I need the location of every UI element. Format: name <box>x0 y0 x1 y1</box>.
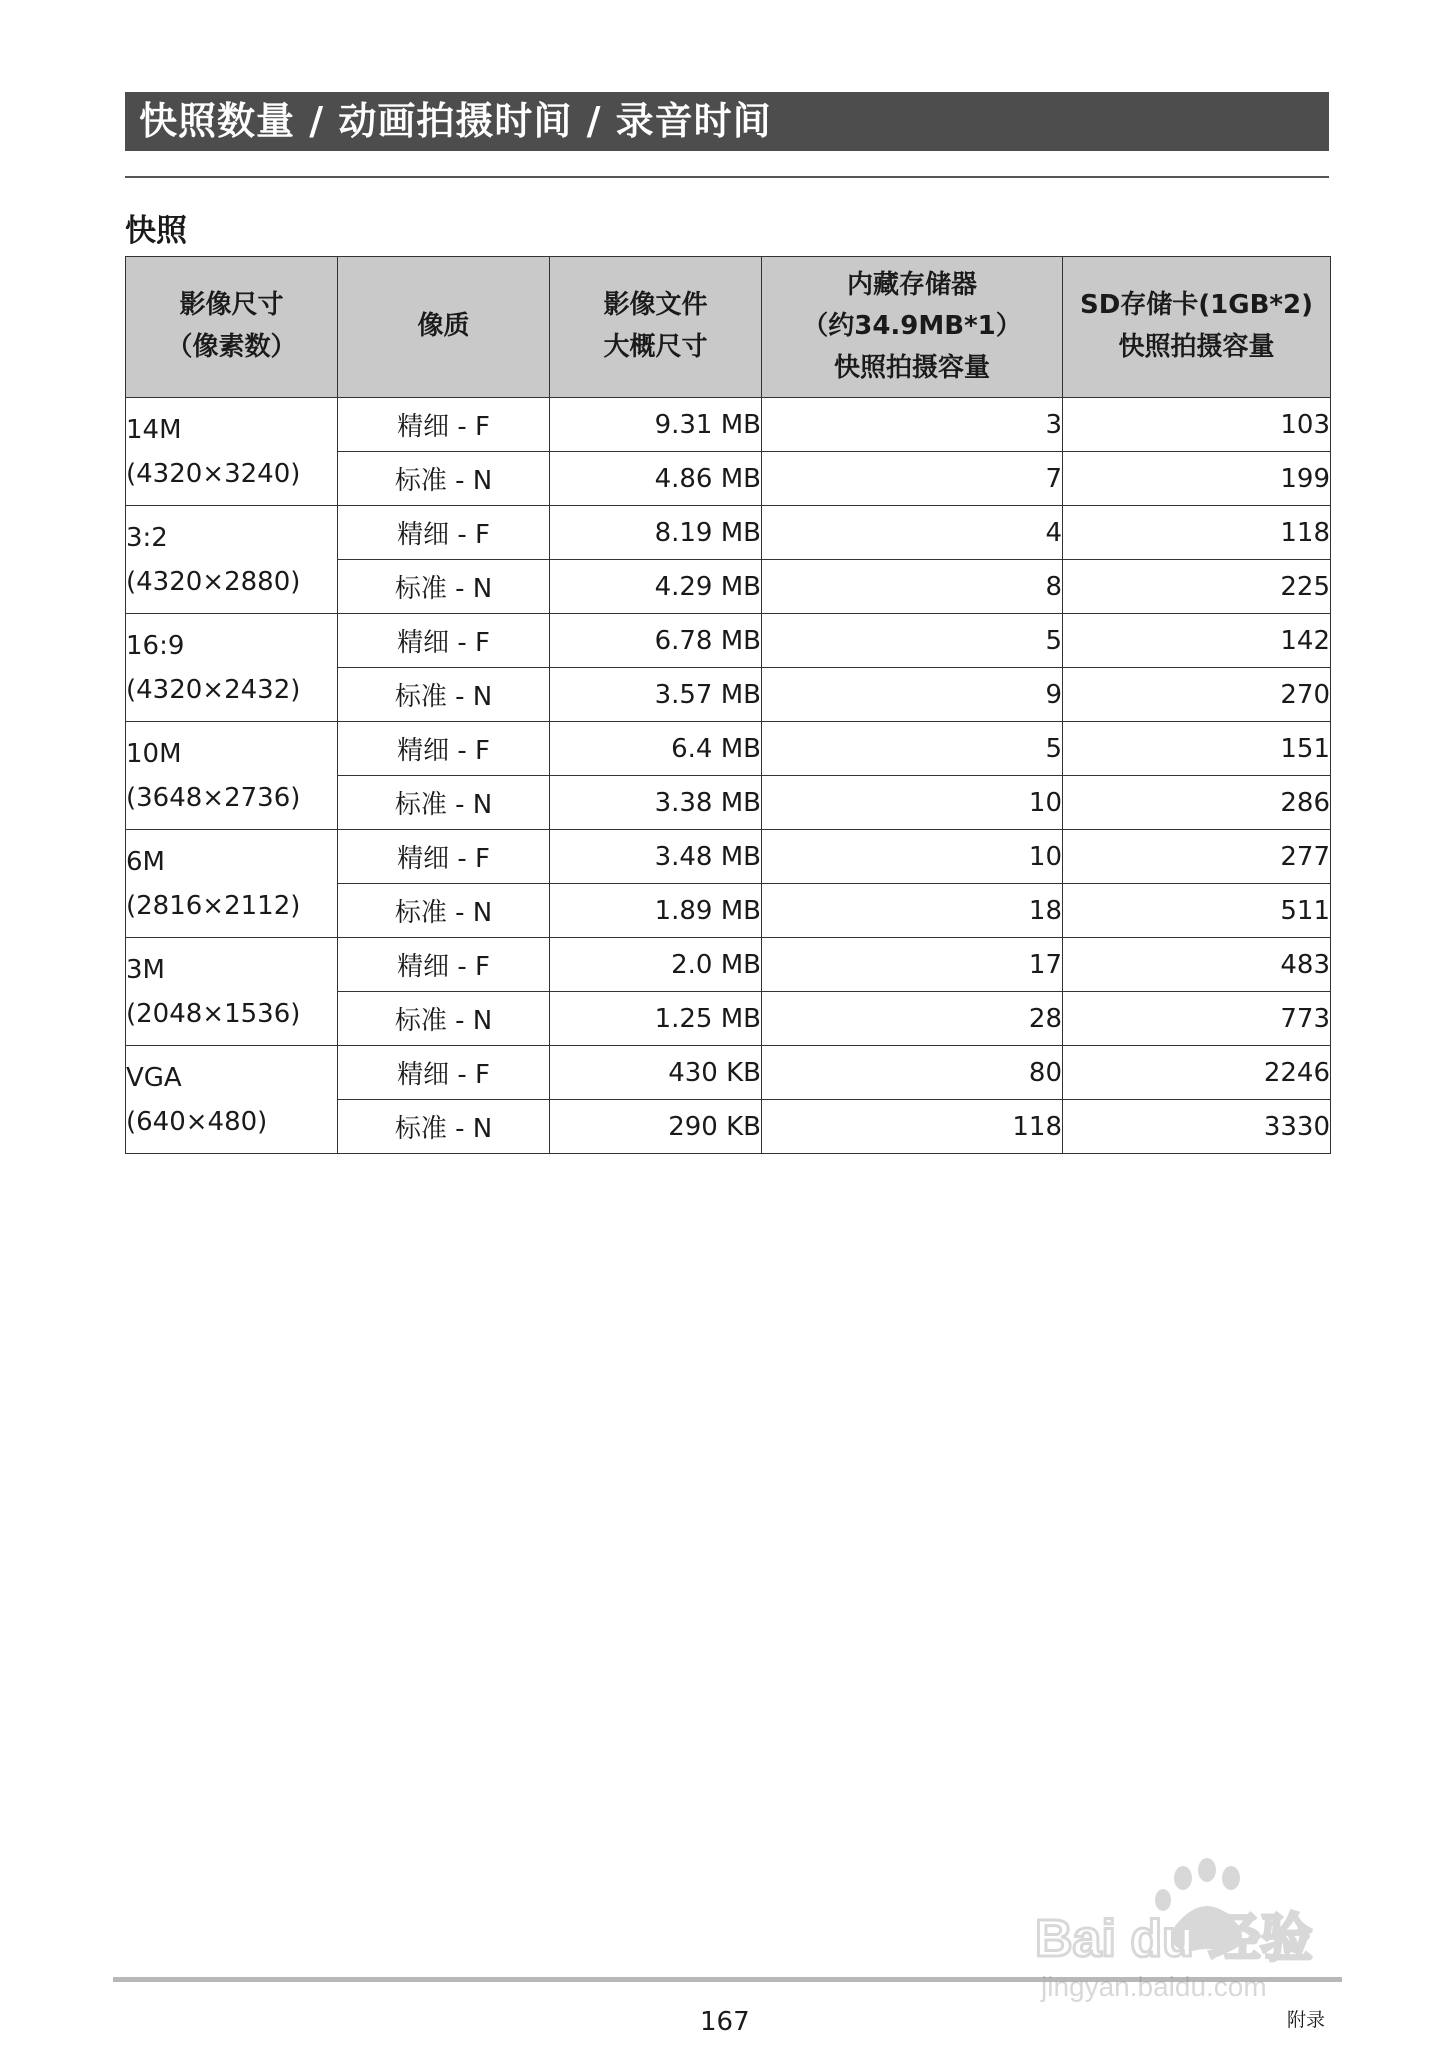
image-size-label: 3M <box>126 954 165 985</box>
quality-cell: 精细 - F <box>338 506 550 560</box>
sd-capacity-cell: 483 <box>1063 938 1331 992</box>
table-row <box>126 1046 1331 1100</box>
pixel-count-label: (4320×2880) <box>126 566 301 597</box>
title-divider <box>125 176 1329 178</box>
pixel-count-label: (4320×3240) <box>126 458 301 489</box>
file-size-cell: 6.4 MB <box>550 722 762 776</box>
internal-capacity-cell: 118 <box>762 1100 1063 1154</box>
watermark-brand: Bai du 经验 <box>1035 1910 1313 1968</box>
internal-capacity-cell: 10 <box>762 776 1063 830</box>
quality-cell: 标准 - N <box>338 992 550 1046</box>
file-size-cell: 3.38 MB <box>550 776 762 830</box>
image-size-label: 14M <box>126 414 182 445</box>
table-row <box>126 614 1331 668</box>
quality-cell: 标准 - N <box>338 776 550 830</box>
sd-capacity-cell: 151 <box>1063 722 1331 776</box>
internal-capacity-cell: 5 <box>762 722 1063 776</box>
internal-capacity-cell: 18 <box>762 884 1063 938</box>
header-image-size: 影像尺寸 （像素数） <box>126 257 338 398</box>
internal-capacity-cell: 4 <box>762 506 1063 560</box>
pixel-count-label: (2048×1536) <box>126 998 301 1029</box>
sd-capacity-cell: 142 <box>1063 614 1331 668</box>
quality-cell: 精细 - F <box>338 938 550 992</box>
file-size-cell: 290 KB <box>550 1100 762 1154</box>
snapshot-capacity-table <box>125 256 1331 1154</box>
sd-capacity-cell: 225 <box>1063 560 1331 614</box>
sd-capacity-cell: 773 <box>1063 992 1331 1046</box>
quality-cell: 精细 - F <box>338 830 550 884</box>
pixel-count-label: (3648×2736) <box>126 782 301 813</box>
internal-capacity-cell: 5 <box>762 614 1063 668</box>
header-internal-memory: 内藏存储器 （约34.9MB*1） 快照拍摄容量 <box>762 257 1063 398</box>
table-row <box>126 938 1331 992</box>
internal-capacity-cell: 7 <box>762 452 1063 506</box>
section-title: 快照 <box>125 213 187 249</box>
internal-capacity-cell: 17 <box>762 938 1063 992</box>
pixel-count-label: (640×480) <box>126 1106 268 1137</box>
file-size-cell: 2.0 MB <box>550 938 762 992</box>
image-size-cell <box>126 938 338 1046</box>
image-size-cell <box>126 398 338 506</box>
internal-capacity-cell: 28 <box>762 992 1063 1046</box>
internal-capacity-cell: 8 <box>762 560 1063 614</box>
file-size-cell: 1.89 MB <box>550 884 762 938</box>
file-size-cell: 8.19 MB <box>550 506 762 560</box>
image-size-label: 3:2 <box>126 522 168 553</box>
quality-cell: 标准 - N <box>338 668 550 722</box>
table-row <box>126 398 1331 452</box>
header-sd-card: SD存储卡(1GB*2) 快照拍摄容量 <box>1063 257 1331 398</box>
image-size-cell <box>126 614 338 722</box>
sd-capacity-cell: 270 <box>1063 668 1331 722</box>
sd-capacity-cell: 199 <box>1063 452 1331 506</box>
file-size-cell: 4.86 MB <box>550 452 762 506</box>
section-label: 附录 <box>1287 2009 1326 2031</box>
internal-capacity-cell: 3 <box>762 398 1063 452</box>
sd-capacity-cell: 286 <box>1063 776 1331 830</box>
sd-capacity-cell: 3330 <box>1063 1100 1331 1154</box>
image-size-cell <box>126 1046 338 1154</box>
header-quality: 像质 <box>338 257 550 398</box>
image-size-cell <box>126 722 338 830</box>
page-title-bar <box>125 92 1329 151</box>
sd-capacity-cell: 103 <box>1063 398 1331 452</box>
internal-capacity-cell: 80 <box>762 1046 1063 1100</box>
page-number: 167 <box>700 2007 750 2037</box>
image-size-label: 16:9 <box>126 630 185 661</box>
internal-capacity-cell: 9 <box>762 668 1063 722</box>
table-header-row <box>126 257 1331 398</box>
page-title: 快照数量 / 动画拍摄时间 / 录音时间 <box>139 99 772 143</box>
pixel-count-label: (4320×2432) <box>126 674 301 705</box>
internal-capacity-cell: 10 <box>762 830 1063 884</box>
image-size-label: VGA <box>126 1062 182 1093</box>
quality-cell: 精细 - F <box>338 614 550 668</box>
header-file-size: 影像文件 大概尺寸 <box>550 257 762 398</box>
table-body <box>126 398 1331 1154</box>
file-size-cell: 3.48 MB <box>550 830 762 884</box>
file-size-cell: 6.78 MB <box>550 614 762 668</box>
table-row <box>126 830 1331 884</box>
table-row <box>126 506 1331 560</box>
sd-capacity-cell: 2246 <box>1063 1046 1331 1100</box>
table-row <box>126 722 1331 776</box>
quality-cell: 精细 - F <box>338 1046 550 1100</box>
watermark-url: jingyan.baidu.com <box>1041 1971 1267 2002</box>
quality-cell: 精细 - F <box>338 398 550 452</box>
quality-cell: 标准 - N <box>338 452 550 506</box>
image-size-cell <box>126 830 338 938</box>
image-size-label: 10M <box>126 738 182 769</box>
pixel-count-label: (2816×2112) <box>126 890 301 921</box>
sd-capacity-cell: 118 <box>1063 506 1331 560</box>
sd-capacity-cell: 511 <box>1063 884 1331 938</box>
quality-cell: 标准 - N <box>338 560 550 614</box>
image-size-label: 6M <box>126 846 165 877</box>
quality-cell: 标准 - N <box>338 1100 550 1154</box>
file-size-cell: 430 KB <box>550 1046 762 1100</box>
quality-cell: 标准 - N <box>338 884 550 938</box>
file-size-cell: 9.31 MB <box>550 398 762 452</box>
baidu-watermark <box>1035 1856 1375 2006</box>
file-size-cell: 1.25 MB <box>550 992 762 1046</box>
sd-capacity-cell: 277 <box>1063 830 1331 884</box>
image-size-cell <box>126 506 338 614</box>
file-size-cell: 4.29 MB <box>550 560 762 614</box>
quality-cell: 精细 - F <box>338 722 550 776</box>
file-size-cell: 3.57 MB <box>550 668 762 722</box>
